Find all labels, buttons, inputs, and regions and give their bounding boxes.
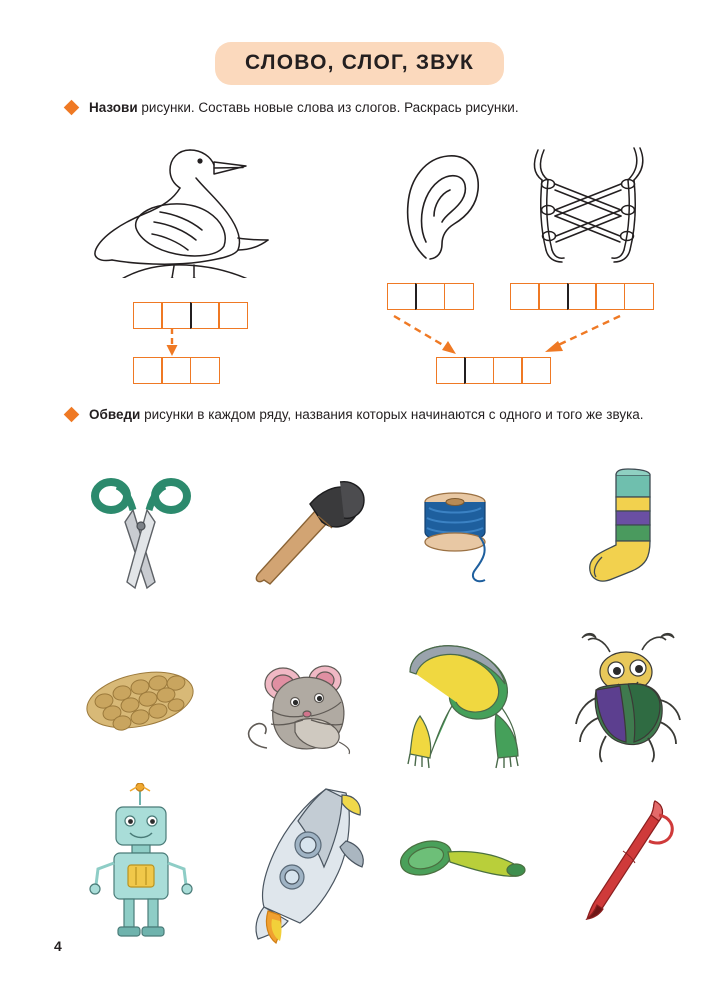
box-cell[interactable] [415,283,445,310]
task-1-text [89,98,519,118]
box-cell[interactable] [161,357,191,384]
ear-drawing [396,146,486,271]
boxes-laces[interactable] [510,283,654,310]
task-1-rest: рисунки. Составь новые слова из слогов. Раскрась рисунки. [137,100,519,115]
task-1 [66,98,691,118]
scissors-picture[interactable] [60,455,222,615]
page-number: 4 [54,938,62,954]
task-2-rest: рисунки в каждом ряду, названия которых начинаются с одного и того же звука. [140,407,644,422]
spoon-picture[interactable] [384,785,546,945]
robot-picture[interactable] [60,785,222,945]
picture-grid [40,455,688,945]
box-cell[interactable] [133,357,163,384]
boxes-seagull[interactable] [133,302,248,329]
arrow-down-icon [160,326,200,360]
box-cell[interactable] [444,283,474,310]
diamond-bullet-icon [64,407,80,423]
box-cell[interactable] [218,302,248,329]
page-title: СЛОВО, СЛОГ, ЗВУК [215,42,504,85]
box-cell[interactable] [538,283,568,310]
seagull-drawing [78,128,288,283]
page-title-container [0,42,719,85]
hammer-picture[interactable] [222,455,384,615]
diamond-bullet-icon [64,100,80,116]
pen-picture[interactable] [546,785,708,945]
laces-drawing [528,140,650,271]
task-2-bold: Обведи [89,407,141,422]
box-cell[interactable] [190,357,220,384]
task-2-text [89,405,644,425]
arrow-diagonal-left-icon [380,312,490,368]
sock-picture[interactable] [546,455,708,615]
box-cell[interactable] [567,283,597,310]
box-cell[interactable] [387,283,417,310]
boxes-ear[interactable] [387,283,474,310]
mouse-picture[interactable] [222,620,384,780]
box-cell[interactable] [190,302,220,329]
pinecone-picture[interactable] [60,620,222,780]
task-1-bold: Назови [89,100,138,115]
rocket-picture[interactable] [222,785,384,945]
box-cell[interactable] [510,283,540,310]
arrow-diagonal-right-icon [512,312,642,368]
box-cell[interactable] [133,302,163,329]
beetle-picture[interactable] [546,620,708,780]
boxes-seagull-result[interactable] [133,357,220,384]
box-cell[interactable] [161,302,191,329]
task-2 [66,405,691,425]
box-cell[interactable] [595,283,625,310]
thread-spool-picture[interactable] [384,455,546,615]
box-cell[interactable] [624,283,654,310]
scarf-picture[interactable] [384,620,546,780]
